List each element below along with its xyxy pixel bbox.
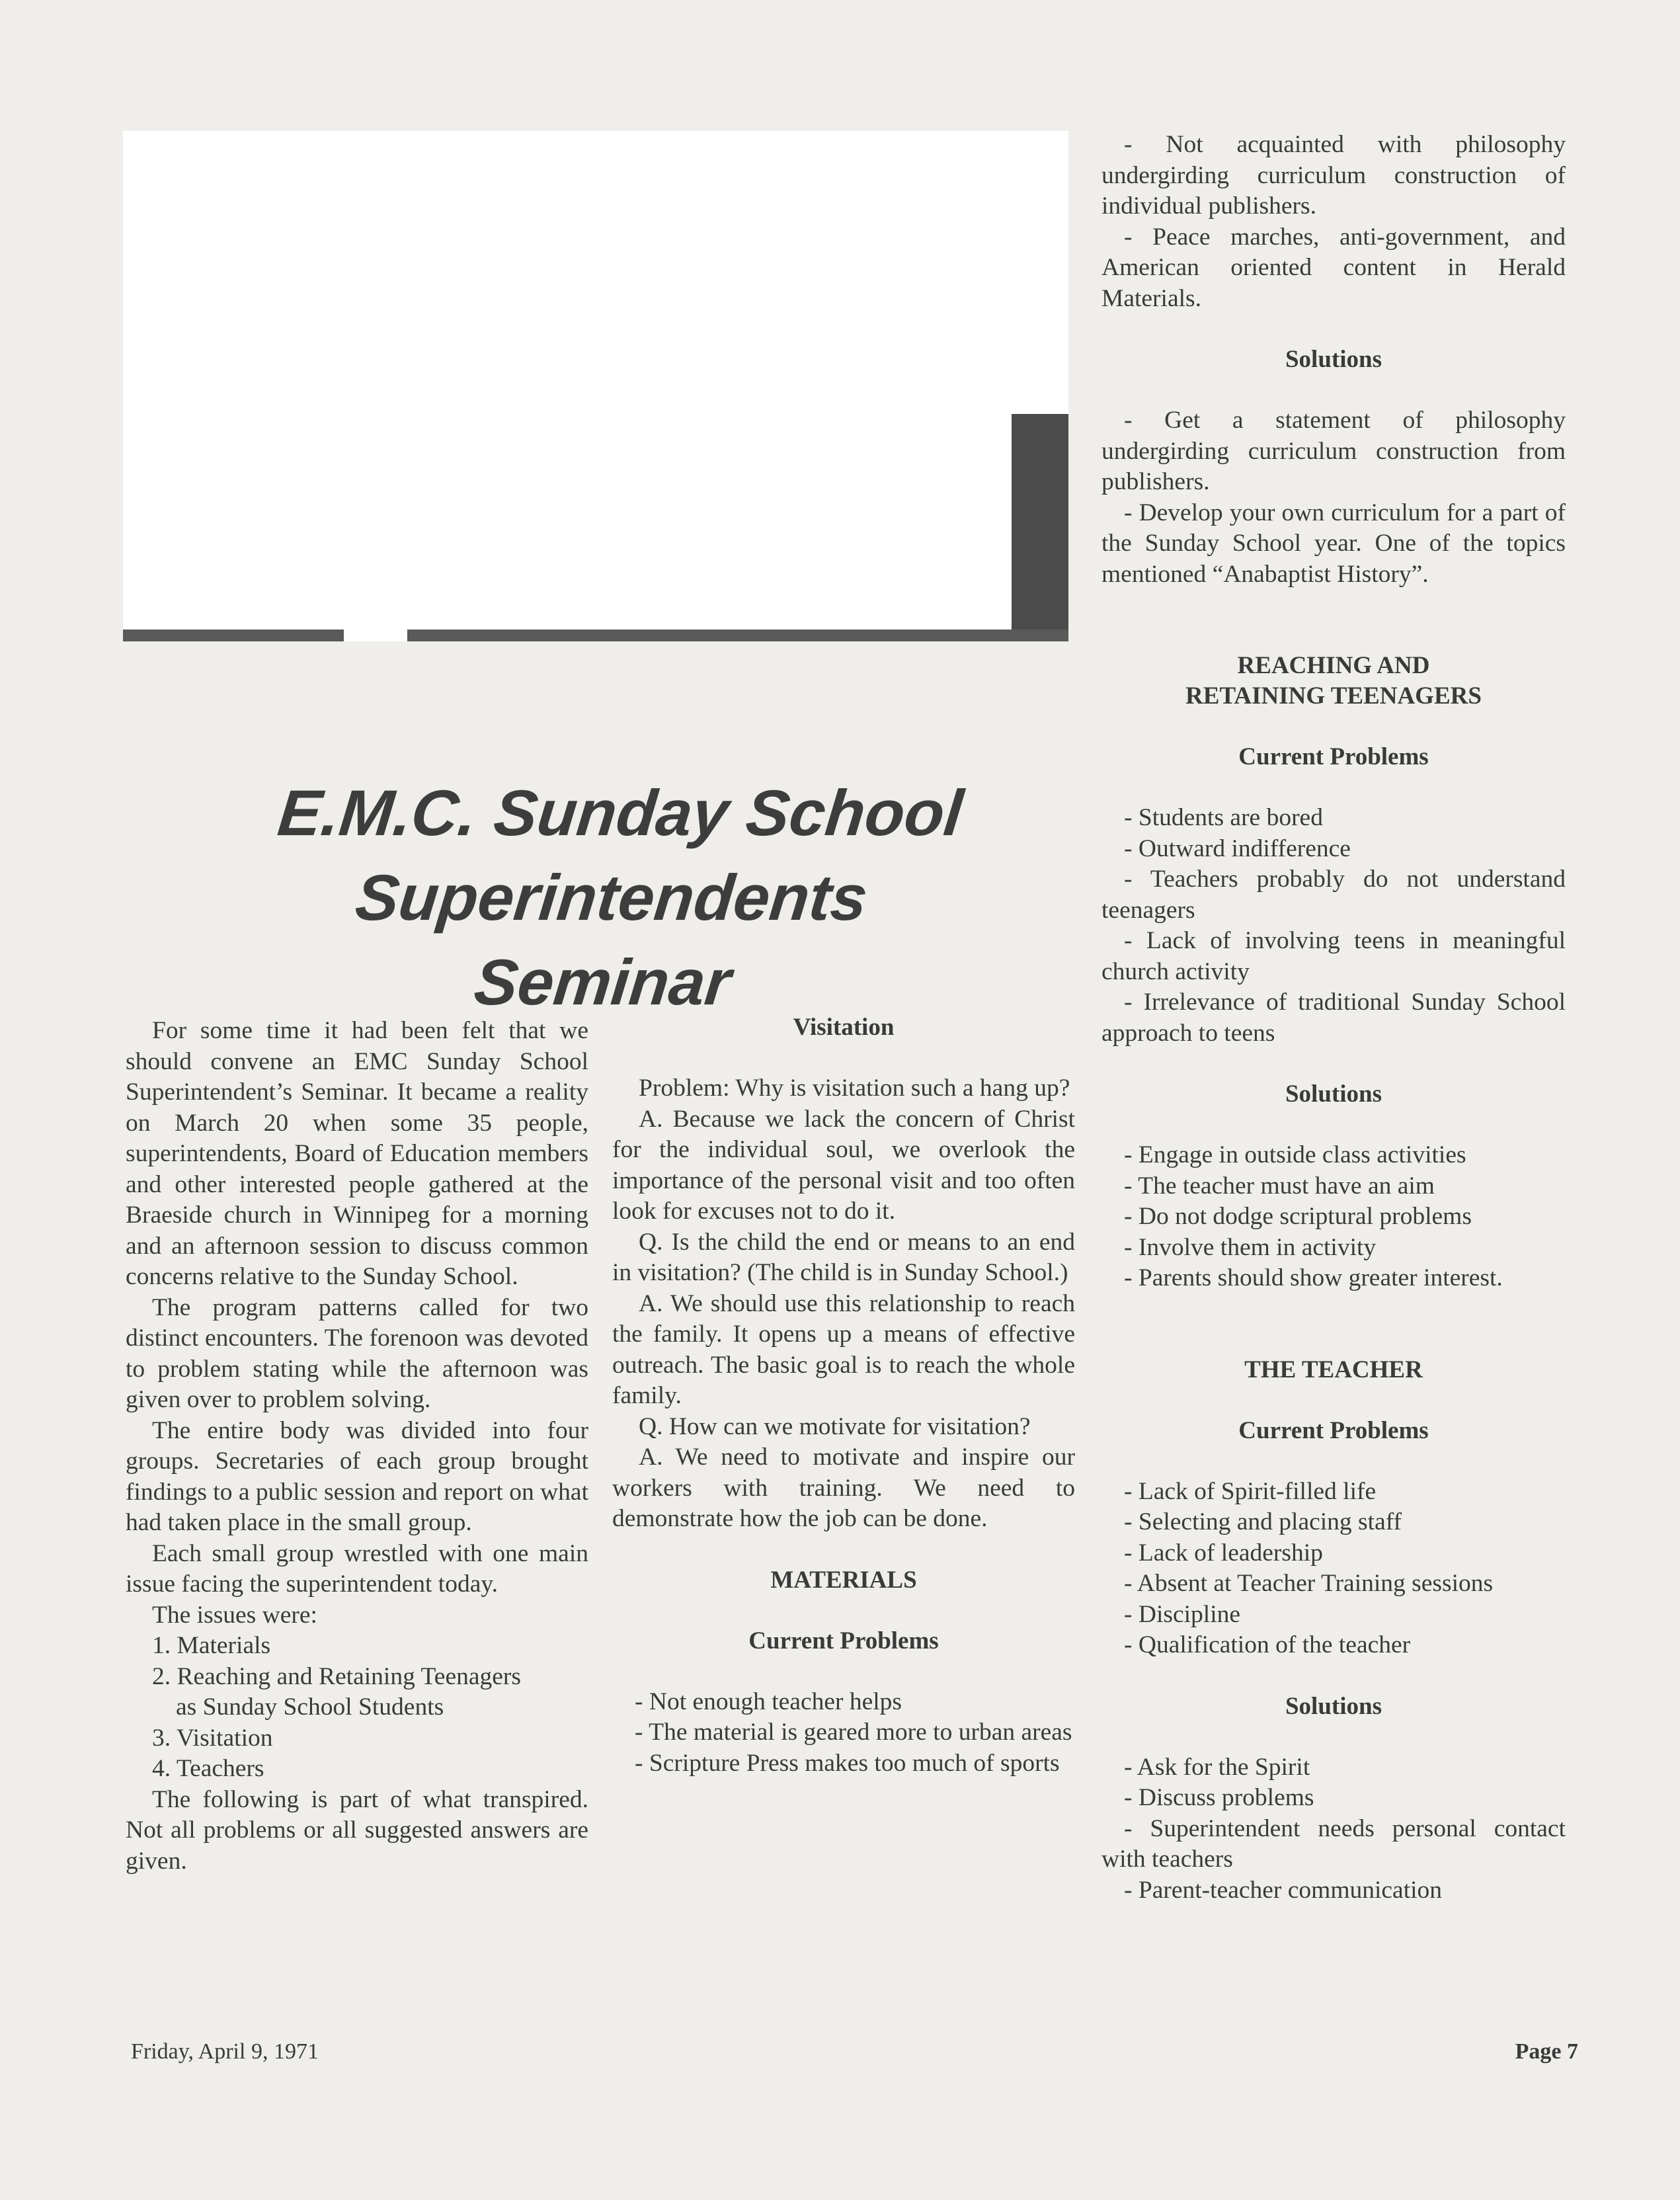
issue-item: 3. Visitation bbox=[152, 1724, 273, 1752]
issues-intro: The issues were: bbox=[152, 1601, 317, 1629]
groups-paragraph: The entire body was divided into four groups. Secretaries of each group brought findings to a public session and report on what had taken place in the small group. bbox=[126, 1416, 588, 1536]
teen-solution: - Engage in outside class activities bbox=[1124, 1141, 1466, 1168]
closing-paragraph: The following is part of what transpired. Not all problems or all suggested answers are given. bbox=[126, 1785, 588, 1875]
title-line-2: Superintendents Seminar bbox=[352, 861, 871, 1018]
teacher-solution: - Superintendent needs personal contact with teachers bbox=[1101, 1814, 1566, 1873]
solutions-heading: Solutions bbox=[1285, 1080, 1382, 1108]
issues-list bbox=[126, 1631, 588, 1785]
teen-heading-line-2: RETAINING TEENAGERS bbox=[1185, 682, 1482, 710]
visitation-answer: A. We need to motivate and inspire our workers with training. We need to demonstrate how the job can be done. bbox=[612, 1444, 1075, 1532]
photo-edge bbox=[1012, 414, 1068, 639]
visitation-question: Q. Is the child the end or means to an end in visitation? (The child is in Sunday School.) bbox=[612, 1228, 1075, 1286]
teen-solution: - Parents should show greater interest. bbox=[1124, 1264, 1503, 1291]
solutions-heading: Solutions bbox=[1285, 346, 1382, 373]
materials-problem: - The material is geared more to urban areas bbox=[635, 1719, 1072, 1746]
issue-paragraph: Each small group wrestled with one main issue facing the superintendent today. bbox=[126, 1539, 588, 1598]
teen-solution: - Involve them in activity bbox=[1124, 1233, 1377, 1261]
materials-problem: - Not acquainted with philosophy undergirding curriculum construction of individual publishers. bbox=[1101, 131, 1566, 220]
visitation-answer: A. Because we lack the concern of Christ for the individual soul, we overlook the importance of the personal visit and too often look for excuses not to do it. bbox=[612, 1105, 1075, 1225]
teacher-problem: - Absent at Teacher Training sessions bbox=[1124, 1570, 1494, 1597]
teen-solution: - Do not dodge scriptural problems bbox=[1124, 1203, 1472, 1230]
issue-item-continuation: as Sunday School Students bbox=[176, 1693, 444, 1721]
current-problems-heading: Current Problems bbox=[748, 1627, 939, 1654]
issue-item: 4. Teachers bbox=[152, 1755, 264, 1782]
materials-problem: - Not enough teacher helps bbox=[635, 1688, 902, 1715]
current-problems-heading: Current Problems bbox=[1238, 743, 1429, 770]
teacher-problem: - Selecting and placing staff bbox=[1124, 1508, 1402, 1535]
column-2 bbox=[612, 1012, 1075, 1779]
teacher-problem: - Lack of leadership bbox=[1124, 1539, 1323, 1567]
program-paragraph: The program patterns called for two distinct encounters. The forenoon was devoted to problem stating while the afternoon was given over to problem solving. bbox=[126, 1293, 588, 1413]
article-title bbox=[245, 770, 979, 1024]
materials-solution: - Develop your own curriculum for a part of the Sunday School year. One of the topics mentioned “Anabaptist History”. bbox=[1101, 499, 1566, 588]
issue-item bbox=[126, 1662, 588, 1723]
current-problems-heading: Current Problems bbox=[1238, 1416, 1429, 1444]
teen-heading-line-1: REACHING AND bbox=[1237, 652, 1430, 679]
photo-redacted bbox=[123, 131, 1068, 639]
column-1 bbox=[126, 1016, 588, 1877]
teen-problem: - Irrelevance of traditional Sunday School approach to teens bbox=[1101, 989, 1566, 1047]
teen-problem: - Students are bored bbox=[1124, 804, 1323, 831]
issue-item-label: 2. Reaching and Retaining Teenagers bbox=[152, 1662, 521, 1690]
title-line-1: E.M.C. Sunday School bbox=[274, 776, 967, 849]
teacher-solution: - Ask for the Spirit bbox=[1124, 1753, 1310, 1781]
materials-solution: - Get a statement of philosophy undergirding curriculum construction from publishers. bbox=[1101, 407, 1566, 495]
visitation-answer: A. We should use this relationship to reach the family. It opens up a means of effective outreach. The basic goal is to reach the whole family. bbox=[612, 1289, 1075, 1409]
teen-problem: - Lack of involving teens in meaningful church activity bbox=[1101, 927, 1566, 985]
visitation-question: Q. How can we motivate for visitation? bbox=[639, 1412, 1031, 1440]
teacher-heading: THE TEACHER bbox=[1244, 1356, 1423, 1383]
teacher-problem: - Qualification of the teacher bbox=[1124, 1631, 1411, 1658]
materials-heading: MATERIALS bbox=[770, 1566, 917, 1594]
footer-date: Friday, April 9, 1971 bbox=[131, 2039, 319, 2064]
issue-item: 1. Materials bbox=[152, 1632, 271, 1659]
teacher-solution: - Parent-teacher communication bbox=[1124, 1876, 1443, 1904]
visitation-heading: Visitation bbox=[793, 1014, 895, 1041]
teen-solution: - The teacher must have an aim bbox=[1124, 1172, 1435, 1200]
teen-problem: - Outward indifference bbox=[1124, 835, 1351, 862]
teen-problem: - Teachers probably do not understand teenagers bbox=[1101, 866, 1566, 924]
column-3 bbox=[1101, 130, 1566, 1906]
teacher-problem: - Lack of Spirit-filled life bbox=[1124, 1477, 1377, 1505]
teacher-solution: - Discuss problems bbox=[1124, 1784, 1314, 1811]
materials-problem: - Scripture Press makes too much of sports bbox=[635, 1749, 1060, 1777]
photo-bottom-strip bbox=[123, 630, 1068, 641]
page-number: Page 7 bbox=[1515, 2039, 1578, 2064]
intro-paragraph: For some time it had been felt that we should convene an EMC Sunday School Superintendent’s Seminar. It became a reality on March 20 when some 35 people, superintendents, Board of Education members and other interested people gathered at the Braeside church in Winnipeg for a morning and an afternoon session to discuss common concerns relative to the Sunday School. bbox=[126, 1017, 588, 1290]
materials-problem: - Peace marches, anti-government, and American oriented content in Herald Materials. bbox=[1101, 223, 1566, 312]
photo-strip-gap bbox=[344, 630, 407, 641]
teacher-problem: - Discipline bbox=[1124, 1600, 1241, 1628]
solutions-heading: Solutions bbox=[1285, 1692, 1382, 1720]
visitation-problem: Problem: Why is visitation such a hang up? bbox=[639, 1075, 1070, 1102]
